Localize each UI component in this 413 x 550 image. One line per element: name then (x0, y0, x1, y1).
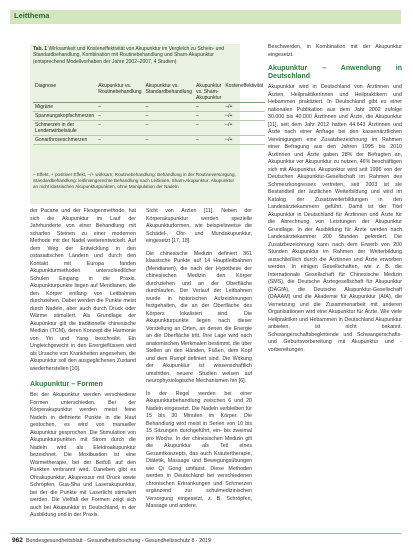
paragraph: Akupunktur wird in Deutschland von Ärztinnen und Ärzten, Heilpraktikerinnen und Heilpraktikern und Hebammen praktiziert. In Deutschland gibt es einer nationalen Publikation aus dem Jahr 2002 zufolge 30.000 bis 40.000 Ärztinnen und Ärzte, die Akupunktur [11], seit dem Jahr 2012 hatten 44.643 Ärztinnen und Ärzte nach einer Anfrage bei den kassenärztlichen Vereinigungen eine Zusatzbezeichnung im Rahmen einer Befragung aus den Jahren 1995 bis 2010 Ärztinnen und Ärzte gaben 28% der Befragten an, Akupunktur vor Akupunktur zu nutzen, 46% beschäftigen sich mit Akupunktur. Akupunktur wird seit 1996 von der Deutschen Akupunktur-Gesellschaft im Rahmen des Schmerzkongresses vertreten, seit 2003 ist sie Bestandteil der ärztlichen Weiterbildung und wird im Katalog der Zusatzweiterbildungen in den Landesärztekammern geführt. Damit ist der Titel Akupunktur in Deutschland für Ärztinnen und Ärzte für die Abrechnung von Leistungen der Akupunktur Grundlage. In der Ausbildung für Ärzte werden nach Landesärztekammer 200 Stunden gefordert. Die Zusatzbezeichnung kann nach dem Erwerb von 200 Stunden Akupunktur im Rahmen der Weiterbildung ausschließlich durch die Ärztinnen und Ärzte erworben werden. In einigen Gesellschaften, wie z. B. die Internationale Gesellschaft für Chinesische Medizin (SMS), die Deutsche Ärztegesellschaft für Akupunktur (DÄGfA), die Deutsche Akupunktur-Gesellschaft (DAAAM) und die Akademie für Akupunktur (AfA), die Vernetzung und die Zusammenarbeit mit anderen Organisationen wird eine Akupunktur für Ärzte. Wie viele Heilpraktiker und Hebammen in Deutschland Akupunktur anbieten, ist nicht bekannt. Schwangerschaftsbegleitende und Schwangerschafts- und Geburtsvorbereitung mit Akupunktur und -vorbereitungen. (268, 84, 402, 353)
journal-citation: Bundesgesundheitsblatt - Gesundheitsforschung - Gesundheitsschutz 8 · 2019 (26, 538, 211, 544)
table-cell: – (194, 121, 223, 136)
paragraph: Bei der Akupunktur werden verschiedene Formen unterschieden. Bei der Körperakupunktur werden meist feine Nadeln in definierte Punkte in die Haut gestochen, es wird von manueller Akupunktur gesprochen. Die Stimulation von Akupunkturpunkten mit Strom durch die Nadeln wird als Elektroakupunktur bezeichnet. Die Moxibustion ist eine Wärmetherapie, bei der Beifuß auf den Punkten verbrannt wird. Daneben gibt es Ohrakupunktur, Akupressur mit Druck sowie Schröpfen, Gua-Sha und Laserakupunktur, bei der die Punkte mit Laserlicht stimuliert werden. Die Vielfalt der Formen zeigt sich auch bei Akupunktur in Deutschland, in der Ausbildung und in der Praxis. (30, 392, 136, 518)
table-row (33, 112, 265, 121)
table-header-cell: Diagnose (33, 82, 96, 103)
table-row (33, 103, 265, 112)
table-cell: – (144, 136, 194, 145)
paragraph: Beschwerden, in Kombination mit der Akupunktur eingesetzt. (268, 44, 402, 58)
table-row (33, 136, 265, 145)
table-cell: –/+ (223, 112, 265, 121)
table-header-row (33, 82, 265, 103)
section-heading: Akupunktur – Formen (30, 381, 103, 388)
table-cell: – (96, 136, 143, 145)
paragraph: der Pacane und der Flexigenmethode, hat sich die Akupunktur im Lauf der Jahrhunderte von einer Behandlung mit scharfen Steinen zu einer modernen Methode mit der Nadel weiterentwickelt. Auf dem Weg der Entwicklung in den ostasiatischen Ländern und durch den Kontakt mit Europa fanden Akupunkturmethoden unterschiedlicher Schulen Eingang in die Praxis. Akupunkturpunkte liegen auf Meridianen, die den Körper entlang von Leitbahnen durchziehen. Dabei werden die Punkte meist durch Nadeln, aber auch durch Druck oder Wärme stimuliert. Als Grundlage der Akupunktur gilt die traditionelle chinesische Medizin (TCM), deren Konzept die Harmonie von Yin und Yang beschreibt. Ein Ungleichgewicht in den Energieflüssen wird als Ursache von Krankheiten angesehen, die Akupunktur soll den ausgeglichenen Zustand wiederherstellen [10]. (30, 208, 136, 372)
table-header-cell: Akupunktur vs. Sham-Akupunktur (196, 83, 222, 101)
page-number: 962 (12, 537, 23, 544)
table-header-cell: Akupunktur vs. Routinebehandlung (96, 82, 143, 103)
paragraph: Sicht von Ärzten [11]. Neben der Körperakupunktur werden spezielle Akupunkturformen, wie beispielsweise die Schädel-, Ohr- und Mundakupunktur, eingesetzt [17, 18]. (146, 208, 252, 244)
left-column (30, 208, 136, 530)
table-cell: – (144, 103, 194, 112)
table-cell-diagnose: Migräne (33, 103, 96, 112)
paragraph: Die chinesische Medizin definiert 361 klassische Punkte auf 14 Hauptleitbahnen (Meridianen), die nach der Hypothese der chinesischen Medizin den Körper durchziehen und an der Oberfläche durchlaufen. Der Verlauf der Leitbahnen wurde in historischen Aufzeichnungen festgehalten, die an der Oberfläche des Körpers lokalisiert sind. Die Akupunkturpunkte liegen nach dieser Vorstellung an Orten, an denen die Energie an die Oberfläche tritt. Ihre Lage wird nach anatomischen Merkmalen bestimmt, die über Stellen an den Händen, Füßen, dem Kopf und dem Rumpf definiert sind. Die Wirkung der Akupunktur ist wissenschaftlich umstritten, neuere Studien weisen auf neurophysiologische Mechanismen hin [6]. (146, 250, 252, 384)
table-header-cell: Akupunktur vs. Standardbehandlung (144, 82, 194, 103)
results-table (33, 82, 265, 145)
right-column (268, 44, 402, 526)
section-header-bar (10, 10, 401, 24)
section-heading: Akupunktur – Anwendung in Deutschland (268, 65, 402, 80)
table-cell: – (194, 103, 223, 112)
table-cell-diagnose: Spannungskopfschmerzen (35, 113, 95, 119)
table-cell: – (96, 103, 143, 112)
table-cell: – (194, 112, 223, 121)
table-cell: –/+ (223, 103, 265, 112)
section-label: Leitthema (14, 11, 50, 20)
table-cell-diagnose: Gonarthroseschmerzen (33, 136, 96, 145)
table-header-cell: Kosteneffektivität (223, 82, 265, 103)
table-row (33, 121, 265, 136)
table-cell: – (144, 121, 194, 136)
table-cell: – (96, 112, 143, 121)
footer-divider (10, 533, 401, 534)
table-caption-label: Tab. 1 (33, 46, 48, 52)
table-cell: – (144, 112, 194, 121)
table-footnote: – Effekt, + positiver Effekt, –/+ wirksam; Routinebehandlung: Behandlung in der Routineversorgung, Standardbehandlung: leitliniengerechte Behandlung nach Leitlinien, Sham-Akupunktur: Akupunktur an nicht klassischen Akupunkturpunkten, ohne Manipulation der Nadeln (33, 172, 236, 189)
paragraph: In der Regel werden bei einer Akupunkturbehandlung zwischen 6 und 20 Nadeln eingesetzt. Die Nadeln verbleiben für 15 bis 30 Minuten im Körper. Die Behandlung wird meist in Serien von 10 bis 15 Sitzungen durchgeführt, ein- bis zweimal pro Woche. In der chinesischen Medizin gilt die Akupunktur als Teil eines Gesamtkonzepts, das auch Kräutertherapie, Diätetik, Massage und Bewegungsübungen wie Qi Gong umfasst. Diese Methoden werden in Deutschland bei verschiedenen chronischen Erkrankungen und Schmerzen ergänzend zur schulmedizinischen Versorgung eingesetzt, z. B. Schröpfen, Massage und andere. (146, 390, 252, 509)
table-cell: – (96, 121, 143, 136)
table-cell: –/+ (223, 136, 265, 145)
table-cell: – (194, 136, 223, 145)
table-caption (33, 46, 238, 65)
table-caption-text: Wirksamkeit und Kosteneffektivität von Akupunktur im Vergleich zu Schein- und Standardbehandlung, Kombination mit Routinebehandlung und Sham-Akupunktur (entsprechend Modellvorhaben der Jahre 2002–2007, 4 Studien) (33, 46, 225, 65)
table-cell: –/+ (223, 121, 265, 136)
table-cell-diagnose: Schmerzen in der Lendenwirbelsäule (33, 121, 96, 136)
middle-column (146, 208, 252, 530)
